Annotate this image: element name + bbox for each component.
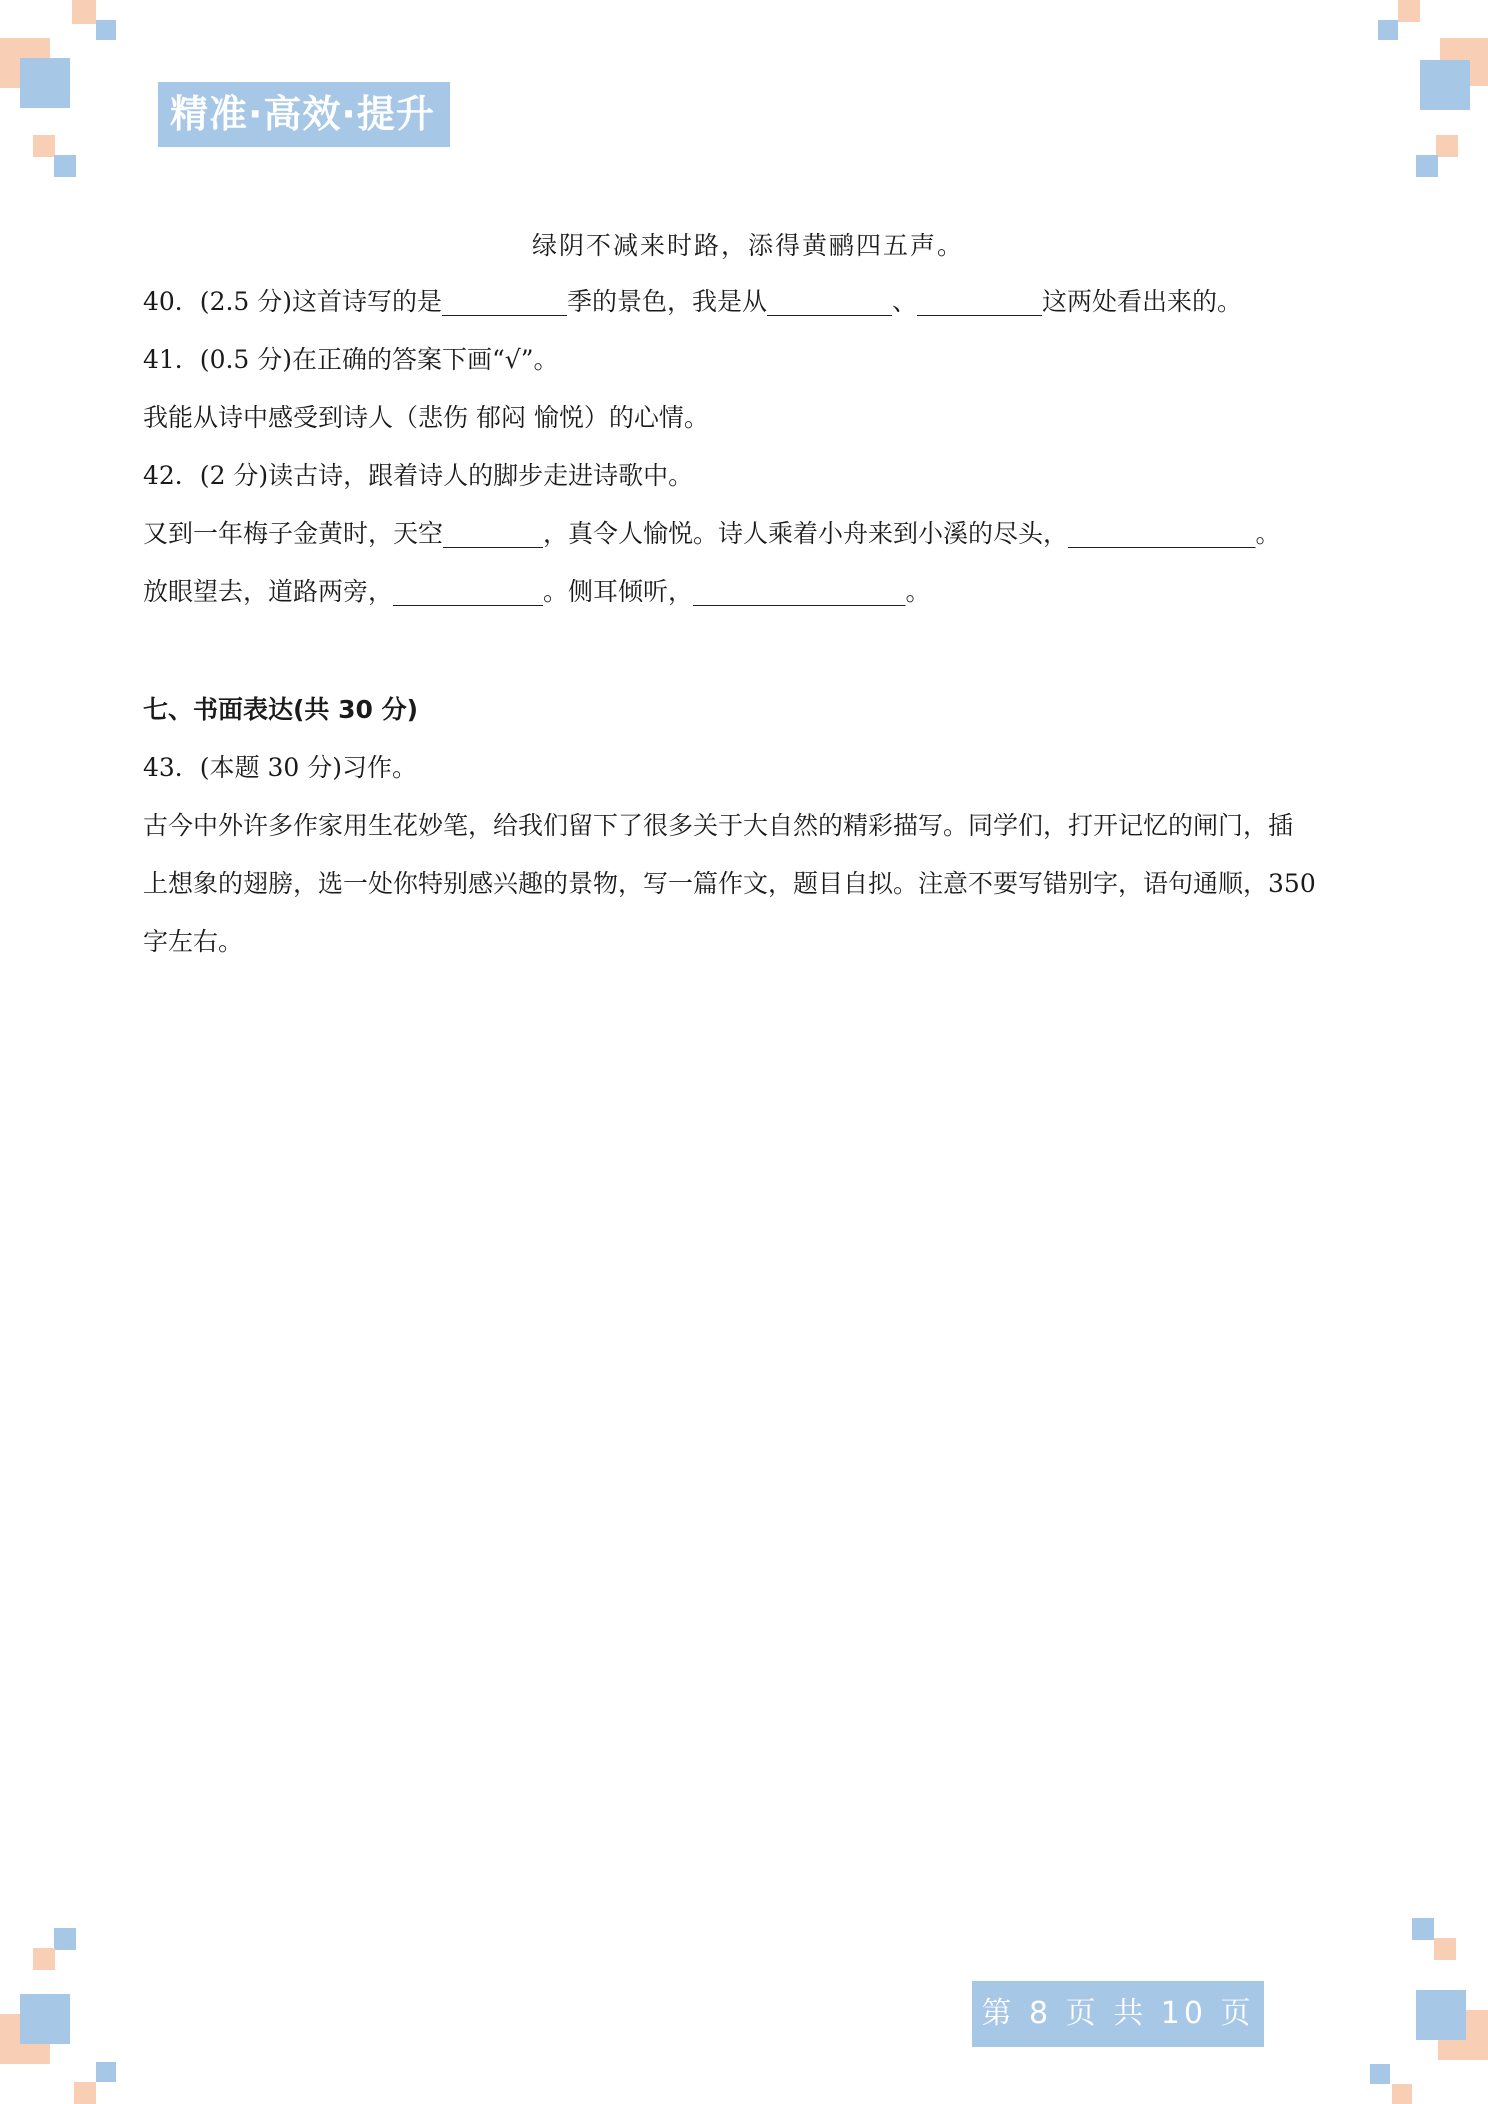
question-43: 43．(本题 30 分)习作。: [143, 753, 418, 782]
question-42-line-2: 放眼望去，道路两旁，____________。侧耳倾听，_________________。: [143, 577, 931, 606]
question-40: 40．(2.5 分)这首诗写的是__________季的景色，我是从__________、__________这两处看出来的。: [143, 287, 1243, 316]
question-42-line-1: 又到一年梅子金黄时，天空________，真令人愉悦。诗人乘着小舟来到小溪的尽头，_______________。: [143, 519, 1281, 548]
page-number: 第 8 页 共 10 页: [972, 1981, 1264, 2047]
question-43-body-line-1: 古今中外许多作家用生花妙笔，给我们留下了很多关于大自然的精彩描写。同学们，打开记忆的闸门，插: [143, 811, 1294, 840]
question-42: 42．(2 分)读古诗，跟着诗人的脚步走进诗歌中。: [143, 461, 694, 490]
section-7-title: 七、书面表达(共 30 分): [143, 695, 419, 724]
question-43-body-line-3: 字左右。: [143, 927, 244, 956]
poem-line: 绿阴不减来时路，添得黄鹂四五声。: [531, 231, 964, 260]
question-41-text: 我能从诗中感受到诗人（悲伤 郁闷 愉悦）的心情。: [143, 403, 709, 432]
header-banner: 精准·高效·提升: [158, 82, 450, 147]
question-43-body-line-2: 上想象的翅膀，选一处你特别感兴趣的景物，写一篇作文，题目自拟。注意不要写错别字，语句通顺，350: [143, 869, 1316, 898]
question-41: 41．(0.5 分)在正确的答案下画“√”。: [143, 345, 559, 374]
